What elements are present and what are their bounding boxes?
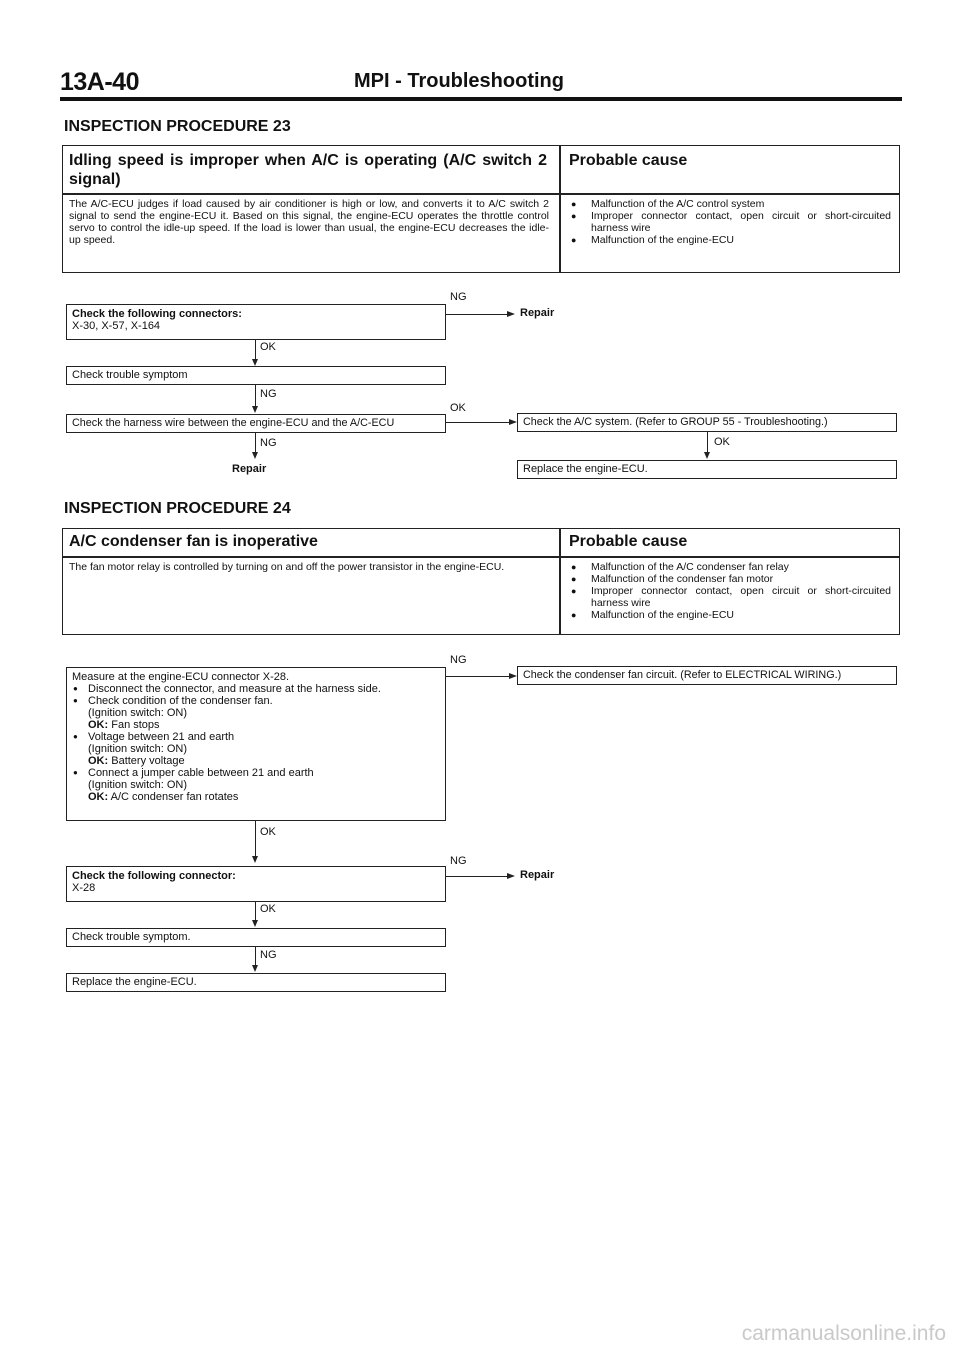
list-item: ● Improper connector contact, open circuit or short-circuited harness wire: [569, 585, 891, 609]
p23-check-connectors-box: [66, 304, 446, 340]
list-item: ● Voltage between 21 and earth: [72, 731, 440, 743]
list-item: ● Connect a jumper cable between 21 and earth: [72, 767, 440, 779]
p23-ok-line-2: [446, 422, 510, 423]
arrow-down-icon: [252, 920, 258, 927]
list-item: (Ignition switch: ON): [88, 707, 188, 719]
proc24-table-vdivider: [559, 529, 561, 634]
list-item: ● Malfunction of the engine-ECU: [569, 609, 891, 621]
header-rule: [60, 97, 902, 101]
proc23-cause-list: [569, 198, 891, 246]
p24-ng-line: [446, 676, 510, 677]
p23-step1-ok-label: OK: [260, 341, 276, 353]
page-number: 13A-40: [60, 68, 139, 96]
p24-connector-value: X-28: [72, 882, 96, 894]
proc24-symptom: A/C condenser fan is inoperative: [69, 533, 318, 550]
proc23-symptom: Idling speed is improper when A/C is operating (A/C switch 2 signal): [69, 152, 547, 188]
list-item: ● Improper connector contact, open circuit or short-circuited harness wire: [569, 210, 891, 234]
proc23-table-vdivider: [559, 146, 561, 272]
p23-step2-ng-label: NG: [260, 388, 277, 400]
p24-ng-line-3: [255, 947, 256, 967]
proc23-title: INSPECTION PROCEDURE 23: [64, 118, 291, 135]
p24-ng-line-2: [446, 876, 508, 877]
p24-step2-ok-label: OK: [260, 903, 276, 915]
p24-replace-ecu-box: Replace the engine-ECU.: [66, 973, 446, 992]
proc24-title: INSPECTION PROCEDURE 24: [64, 500, 291, 517]
p24-step3-ng-label: NG: [260, 949, 277, 961]
p24-step2-repair: Repair: [520, 869, 555, 881]
arrow-down-icon: [252, 406, 258, 413]
ok-label: OK:: [88, 755, 109, 767]
list-item: ● Check condition of the condenser fan.: [72, 695, 440, 707]
arrow-right-icon: [507, 873, 515, 879]
list-item: [72, 755, 440, 767]
ok-value: A/C condenser fan rotates: [110, 791, 239, 803]
p23-check-symptom-box: Check trouble symptom: [66, 366, 446, 385]
p23-step1-repair: Repair: [520, 307, 555, 319]
arrow-down-icon: [252, 452, 258, 459]
list-item: (Ignition switch: ON): [88, 779, 188, 791]
p24-ok-line-2: [255, 902, 256, 922]
proc23-table-hdivider: [63, 193, 899, 195]
p24-step2-ng-label: NG: [450, 855, 467, 867]
arrow-right-icon: [509, 673, 517, 679]
p24-measure-title: Measure at the engine-ECU connector X-28.: [72, 671, 290, 683]
list-item: ● Malfunction of the A/C condenser fan relay: [569, 561, 891, 573]
p23-ng-line-2: [255, 385, 256, 407]
p23-replace-ecu-box: Replace the engine-ECU.: [517, 460, 897, 479]
p24-measure-box: [66, 667, 446, 821]
proc24-cause-list: [569, 561, 891, 621]
list-item: ● Disconnect the connector, and measure at the harness side.: [72, 683, 440, 695]
list-item: ● Malfunction of the condenser fan motor: [569, 573, 891, 585]
proc24-table: [62, 528, 900, 635]
p24-check-symptom-box: Check trouble symptom.: [66, 928, 446, 947]
p23-step1-ng-label: NG: [450, 291, 467, 303]
ok-label: OK:: [88, 719, 109, 731]
proc24-table-hdivider: [63, 556, 899, 558]
arrow-right-icon: [507, 311, 515, 317]
p24-ok-line: [255, 821, 256, 858]
list-item: ● Malfunction of the A/C control system: [569, 198, 891, 210]
p23-step3-ok-label: OK: [450, 402, 466, 414]
proc23-cause-heading: Probable cause: [569, 152, 688, 169]
p23-step3-repair: Repair: [232, 463, 267, 475]
p23-ok-line-3: [707, 432, 708, 454]
p23-step4-ok-label: OK: [714, 436, 730, 448]
arrow-right-icon: [509, 419, 517, 425]
p24-condenser-circuit-box: Check the condenser fan circuit. (Refer to ELECTRICAL WIRING.): [517, 666, 897, 685]
ok-value: Battery voltage: [111, 755, 185, 767]
arrow-down-icon: [252, 359, 258, 366]
arrow-down-icon: [252, 965, 258, 972]
proc23-description: The A/C-ECU judges if load caused by air conditioner is high or low, and converts it to A/C switch 2 signal to send the engine-ECU it. Based on this signal, the engine-ECU operates the throttle control servo to control the idle-up speed. If the load is lower than usual, the engine-ECU decreases the idle-up speed.: [69, 198, 549, 246]
p23-connectors-value: X-30, X-57, X-164: [72, 320, 161, 332]
proc24-cause-heading: Probable cause: [569, 533, 688, 550]
p24-measure-ok-label: OK: [260, 826, 276, 838]
list-item: (Ignition switch: ON): [88, 743, 188, 755]
list-item: [72, 719, 440, 731]
p23-ng-line: [446, 314, 508, 315]
list-item: [72, 791, 440, 803]
p24-check-connector-title: Check the following connector:: [72, 870, 236, 882]
arrow-down-icon: [704, 452, 710, 459]
list-item: ● Malfunction of the engine-ECU: [569, 234, 891, 246]
arrow-down-icon: [252, 856, 258, 863]
ok-label: OK:: [88, 791, 109, 803]
p23-step3-ng-label: NG: [260, 437, 277, 449]
p24-measure-ng-label: NG: [450, 654, 467, 666]
footer-watermark: carmanualsonline.info: [741, 1322, 946, 1345]
p23-check-harness-box: Check the harness wire between the engine-ECU and the A/C-ECU: [66, 414, 446, 433]
p24-measure-steps: [72, 683, 440, 803]
ok-value: Fan stops: [111, 719, 160, 731]
p24-check-connector-box: [66, 866, 446, 902]
section-title: MPI - Troubleshooting: [354, 70, 564, 92]
proc23-table: [62, 145, 900, 273]
p23-ok-line: [255, 340, 256, 360]
proc24-description: The fan motor relay is controlled by turning on and off the power transistor in the engine-ECU.: [69, 561, 505, 573]
p23-check-connectors-title: Check the following connectors:: [72, 308, 242, 320]
p23-check-ac-system-box: Check the A/C system. (Refer to GROUP 55 - Troubleshooting.): [517, 413, 897, 432]
